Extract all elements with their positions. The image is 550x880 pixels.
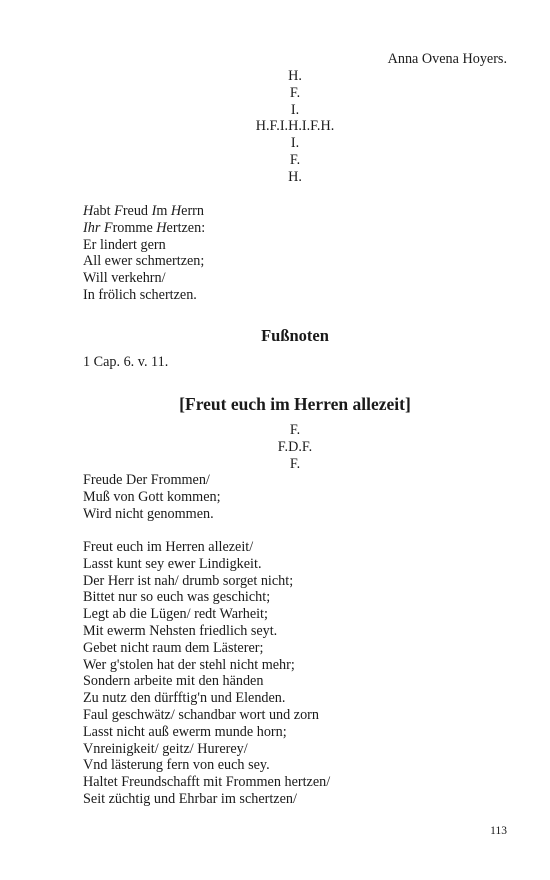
poem-line: Muß von Gott kommen; bbox=[83, 488, 221, 505]
poem-line: Faul geschwätz/ schandbar wort und zorn bbox=[83, 706, 319, 723]
poem-line: Vnd lästerung fern von euch sey. bbox=[83, 757, 270, 774]
acrostic-line: F. bbox=[289, 151, 301, 168]
poem-line: Er lindert gern bbox=[83, 236, 166, 253]
acrostic-line: H.F.I.H.I.F.H. bbox=[255, 118, 335, 135]
poem-line: Vnreinigkeit/ geitz/ Hurerey/ bbox=[83, 740, 248, 757]
poem-line: Der Herr ist nah/ drumb sorget nicht; bbox=[83, 572, 294, 589]
poem-line: Freut euch im Herren allezeit/ bbox=[83, 539, 254, 555]
poem-line: Lasst kunt sey ewer Lindigkeit. bbox=[83, 555, 262, 572]
acrostic-line: F. bbox=[289, 422, 301, 438]
poem-title: [Freut euch im Herren allezeit] bbox=[179, 394, 411, 414]
poem-line: All ewer schmertzen; bbox=[83, 253, 205, 270]
page-number: 113 bbox=[490, 825, 507, 837]
stanza-1 bbox=[83, 472, 221, 522]
poem-line: Freude Der Frommen/ bbox=[83, 472, 210, 488]
poem-line: Wer g'stolen hat der stehl nicht mehr; bbox=[83, 656, 295, 673]
acrostic-line: F. bbox=[289, 84, 301, 101]
poem-line: Zu nutz den dürfftig'n und Elenden. bbox=[83, 690, 286, 707]
poem-line: Habt Freud Im Herrn bbox=[83, 203, 204, 219]
acrostic-line: H. bbox=[288, 168, 302, 185]
poem-line: Seit züchtig und Ehrbar im schertzen/ bbox=[83, 790, 297, 807]
acrostic-block-1 bbox=[0, 68, 550, 186]
poem-1 bbox=[83, 203, 205, 304]
footnote-text: 1 Cap. 6. v. 11. bbox=[83, 354, 169, 370]
poem-line: Lasst nicht auß ewerm munde horn; bbox=[83, 723, 287, 740]
acrostic-line: F.D.F. bbox=[277, 438, 313, 455]
stanza-2 bbox=[83, 539, 330, 808]
poem-line: Haltet Freundschafft mit Frommen hertzen/ bbox=[83, 774, 331, 791]
acrostic-line: I. bbox=[290, 135, 300, 152]
poem-line: Ihr Fromme Hertzen: bbox=[83, 219, 206, 236]
acrostic-line: F. bbox=[289, 455, 301, 472]
poem-line: Mit ewerm Nehsten friedlich seyt. bbox=[83, 622, 278, 639]
acrostic-block-2 bbox=[0, 422, 550, 472]
acrostic-line: I. bbox=[290, 101, 300, 118]
acrostic-line: H. bbox=[288, 68, 302, 84]
poem-line: Bittet nur so euch was geschicht; bbox=[83, 589, 271, 606]
poem-line: In frölich schertzen. bbox=[83, 286, 197, 303]
footnotes-heading: Fußnoten bbox=[261, 326, 329, 345]
poem-line: Gebet nicht raum dem Lästerer; bbox=[83, 639, 264, 656]
poem-line: Legt ab die Lügen/ redt Warheit; bbox=[83, 606, 268, 623]
author-name: Anna Ovena Hoyers. bbox=[387, 51, 507, 67]
poem-line: Sondern arbeite mit den händen bbox=[83, 673, 264, 690]
poem-line: Will verkehrn/ bbox=[83, 270, 166, 287]
poem-line: Wird nicht genommen. bbox=[83, 505, 214, 522]
